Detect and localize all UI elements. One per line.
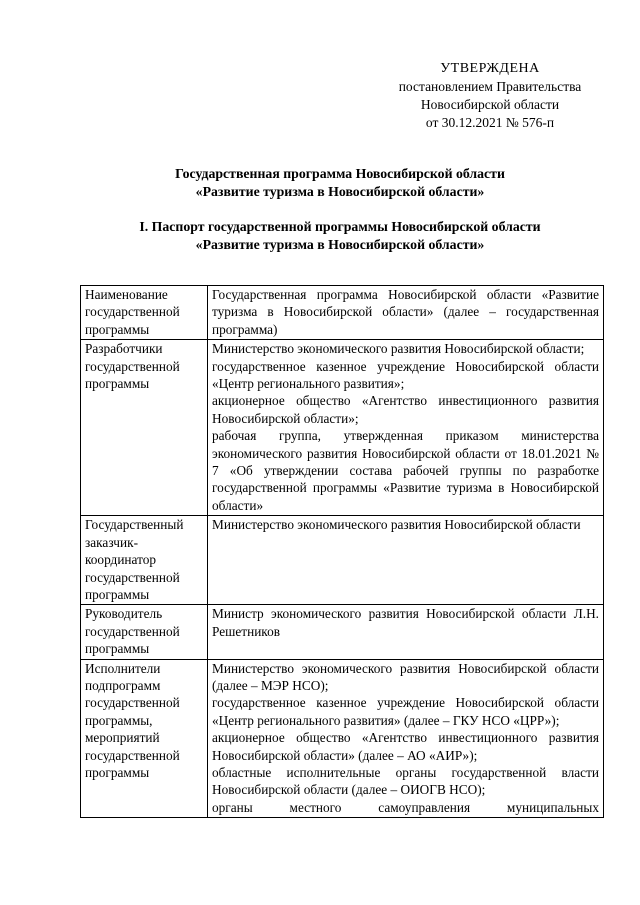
row-label: Руководитель государственной программы <box>81 605 208 659</box>
approval-heading: УТВЕРЖДЕНА <box>440 61 540 76</box>
row-paragraph: государственное казенное учреждение Новосибирской области «Центр регионального развития»; <box>212 358 599 392</box>
row-value <box>208 286 604 340</box>
row-paragraph: Министерство экономического развития Новосибирской области <box>212 517 581 533</box>
table-row <box>81 286 604 340</box>
table-row <box>81 659 604 818</box>
row-label: Государственный заказчик-координатор государственной программы <box>81 516 208 605</box>
row-paragraph: Министерство экономического развития Новосибирской области; <box>212 341 585 357</box>
section-title-line-2: «Развитие туризма в Новосибирской области» <box>195 237 485 252</box>
passport-table <box>80 285 604 818</box>
document-titles <box>40 165 640 254</box>
section-title <box>40 218 640 254</box>
row-label: Наименование государственной программы <box>81 286 208 340</box>
row-value <box>208 516 604 605</box>
program-title-line-1: Государственная программа Новосибирской области <box>175 166 505 181</box>
row-paragraph: органы местного самоуправления муниципальных <box>212 799 599 815</box>
program-title <box>40 165 640 201</box>
row-label: Исполнители подпрограмм государственной программы, мероприятий государственной программы <box>81 659 208 818</box>
approval-line-2: Новосибирской области <box>420 97 560 112</box>
table-row <box>81 340 604 516</box>
row-value <box>208 340 604 516</box>
table-row <box>81 516 604 605</box>
row-paragraph: акционерное общество «Агентство инвестиционного развития Новосибирской области» (далее – АО «АИР»); <box>212 730 599 763</box>
row-paragraph: рабочая группа, утвержденная приказом министерства экономического развития Новосибирской области от 18.01.2021 № 7 «Об утверждении состава рабочей группы по разработке государственной программы «Развитие туризма в Новосибирской области» <box>212 428 599 513</box>
approval-stamp <box>380 60 600 132</box>
row-paragraph: областные исполнительные органы государственной власти Новосибирской области (далее – ОИОГВ НСО); <box>212 764 599 798</box>
approval-line-3: от 30.12.2021 № 576-п <box>425 115 555 130</box>
row-label: Разработчики государственной программы <box>81 340 208 516</box>
row-value <box>208 605 604 659</box>
approval-line-1: постановлением Правительства <box>398 79 582 94</box>
section-title-line-1: I. Паспорт государственной программы Новосибирской области <box>139 219 541 234</box>
row-paragraph: Министр экономического развития Новосибирской области Л.Н. Решетников <box>212 606 599 639</box>
row-paragraph: акционерное общество «Агентство инвестиционного развития Новосибирской области»; <box>212 393 599 426</box>
row-paragraph: государственное казенное учреждение Новосибирской области «Центр регионального развития» (далее – ГКУ НСО «ЦРР»); <box>212 695 599 728</box>
row-value <box>208 659 604 818</box>
row-paragraph: Министерство экономического развития Новосибирской области (далее – МЭР НСО); <box>212 660 599 693</box>
program-title-line-2: «Развитие туризма в Новосибирской области» <box>195 184 485 199</box>
table-row <box>81 605 604 659</box>
row-paragraph: Государственная программа Новосибирской области «Развитие туризма в Новосибирской области» (далее – государственная программа) <box>212 287 599 337</box>
